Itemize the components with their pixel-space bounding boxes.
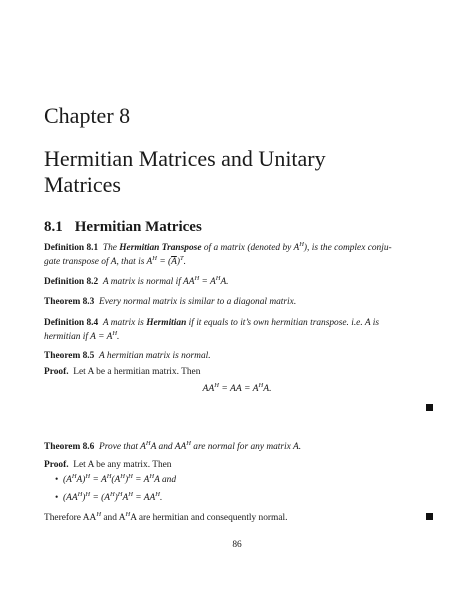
theorem-text: Prove that A	[99, 442, 146, 452]
superscript: H	[128, 490, 133, 498]
definition-8-1	[44, 241, 436, 269]
section-heading	[44, 219, 202, 236]
proof-label: Proof.	[44, 367, 69, 377]
proof-text: A are hermitian and consequently normal.	[130, 513, 288, 523]
superscript: H	[155, 490, 160, 498]
proof-text: and A	[101, 513, 126, 523]
chapter-title	[44, 146, 444, 198]
superscript: T	[179, 254, 184, 262]
proof-text: Therefore AA	[44, 513, 97, 523]
superscript: H	[128, 472, 133, 480]
definition-text: gate transpose of A, that is A	[44, 257, 153, 267]
definition-label: Definition 8.4	[44, 318, 99, 328]
definition-text: A.	[220, 277, 229, 287]
superscript: H	[106, 472, 112, 480]
math-text: )	[124, 475, 129, 485]
math-text: )	[82, 493, 86, 503]
superscript: H	[117, 490, 123, 498]
superscript: H	[96, 510, 102, 518]
definition-text: if it equals to it’s own hermitian transpose. i.e. A is	[186, 318, 380, 328]
definition-text: .	[183, 257, 186, 267]
definition-text: .	[117, 332, 120, 342]
superscript: H	[120, 472, 125, 480]
definition-text: = A	[199, 277, 216, 287]
definition-text: )	[176, 257, 180, 267]
superscript: H	[299, 240, 304, 248]
equation-text: A.	[263, 383, 272, 394]
definition-text: The	[102, 243, 120, 253]
list-item	[55, 472, 177, 485]
theorem-label: Theorem 8.5	[44, 351, 95, 361]
math-text: = A	[90, 475, 107, 485]
theorem-text: are normal for any matrix A.	[190, 442, 302, 452]
math-text: (AA	[62, 493, 78, 503]
superscript: H	[194, 274, 200, 282]
math-text: A	[122, 493, 129, 503]
theorem-8-5	[44, 349, 436, 363]
math-text: )	[114, 493, 118, 503]
qed-square-icon	[426, 513, 433, 520]
math-text: (A	[62, 475, 72, 485]
definition-text: A matrix is normal if AA	[102, 277, 195, 287]
math-text: = (A	[90, 493, 110, 503]
superscript: H	[145, 439, 151, 447]
definition-text: = (	[156, 257, 172, 267]
proof-label: Proof.	[44, 460, 69, 470]
definition-term: Hermitian Transpose	[119, 243, 202, 253]
conjugate-symbol: $\overline{A}$	[171, 257, 177, 267]
definition-8-4	[44, 316, 436, 344]
proof-text: Let A be any matrix. Then	[73, 460, 172, 470]
bullet-icon: •	[55, 475, 59, 485]
superscript: H	[71, 472, 77, 480]
definition-8-2	[44, 275, 436, 289]
theorem-8-6	[44, 440, 436, 454]
superscript: H	[85, 490, 91, 498]
superscript: H	[109, 490, 115, 498]
definition-label: Definition 8.2	[44, 277, 99, 287]
definition-text: ), is the complex conju-	[303, 243, 392, 253]
chapter-title-line1: Hermitian Matrices and Unitary	[44, 146, 326, 171]
proof-1	[44, 365, 436, 379]
section-number: 8.1	[44, 219, 63, 235]
proof-text: Let A be a hermitian matrix. Then	[73, 367, 201, 377]
proof-2	[44, 458, 436, 472]
chapter-label: Chapter 8	[44, 103, 131, 128]
superscript: H	[186, 439, 191, 447]
definition-text: A matrix is	[102, 318, 147, 328]
theorem-label: Theorem 8.3	[44, 297, 95, 307]
math-text: = A	[132, 475, 150, 485]
superscript: H	[214, 381, 219, 389]
superscript: H	[112, 329, 118, 337]
superscript: H	[215, 274, 221, 282]
theorem-text: A hermitian matrix is normal.	[99, 351, 211, 361]
definition-label: Definition 8.1	[44, 243, 99, 253]
section-title: Hermitian Matrices	[74, 219, 202, 235]
superscript: H	[85, 472, 91, 480]
superscript: H	[125, 510, 131, 518]
definition-term: Hermitian	[146, 318, 187, 328]
superscript: H	[77, 490, 83, 498]
theorem-label: Theorem 8.6	[44, 442, 95, 452]
math-text: A and	[154, 475, 177, 485]
equation-text: = AA = A	[218, 383, 259, 394]
chapter-title-line2: Matrices	[44, 172, 121, 197]
qed-square-icon	[426, 404, 433, 411]
math-text: A)	[76, 475, 86, 485]
math-text: (A	[111, 475, 121, 485]
conclusion	[44, 511, 436, 525]
definition-text: of a matrix (denoted by A	[201, 243, 300, 253]
theorem-text: Every normal matrix is similar to a diagonal matrix.	[99, 297, 297, 307]
bullet-icon: •	[55, 493, 59, 503]
page-number: 86	[232, 540, 242, 550]
definition-text: hermitian if A = A	[44, 332, 113, 342]
superscript: H	[149, 472, 155, 480]
math-text: .	[159, 493, 163, 503]
list-item	[55, 490, 163, 503]
theorem-8-3	[44, 295, 436, 309]
theorem-text: A and AA	[150, 442, 187, 452]
equation-text: AA	[202, 383, 215, 394]
superscript: H	[152, 254, 157, 262]
math-text: = AA	[132, 493, 156, 503]
equation-1	[0, 383, 474, 394]
superscript: H	[258, 381, 264, 389]
